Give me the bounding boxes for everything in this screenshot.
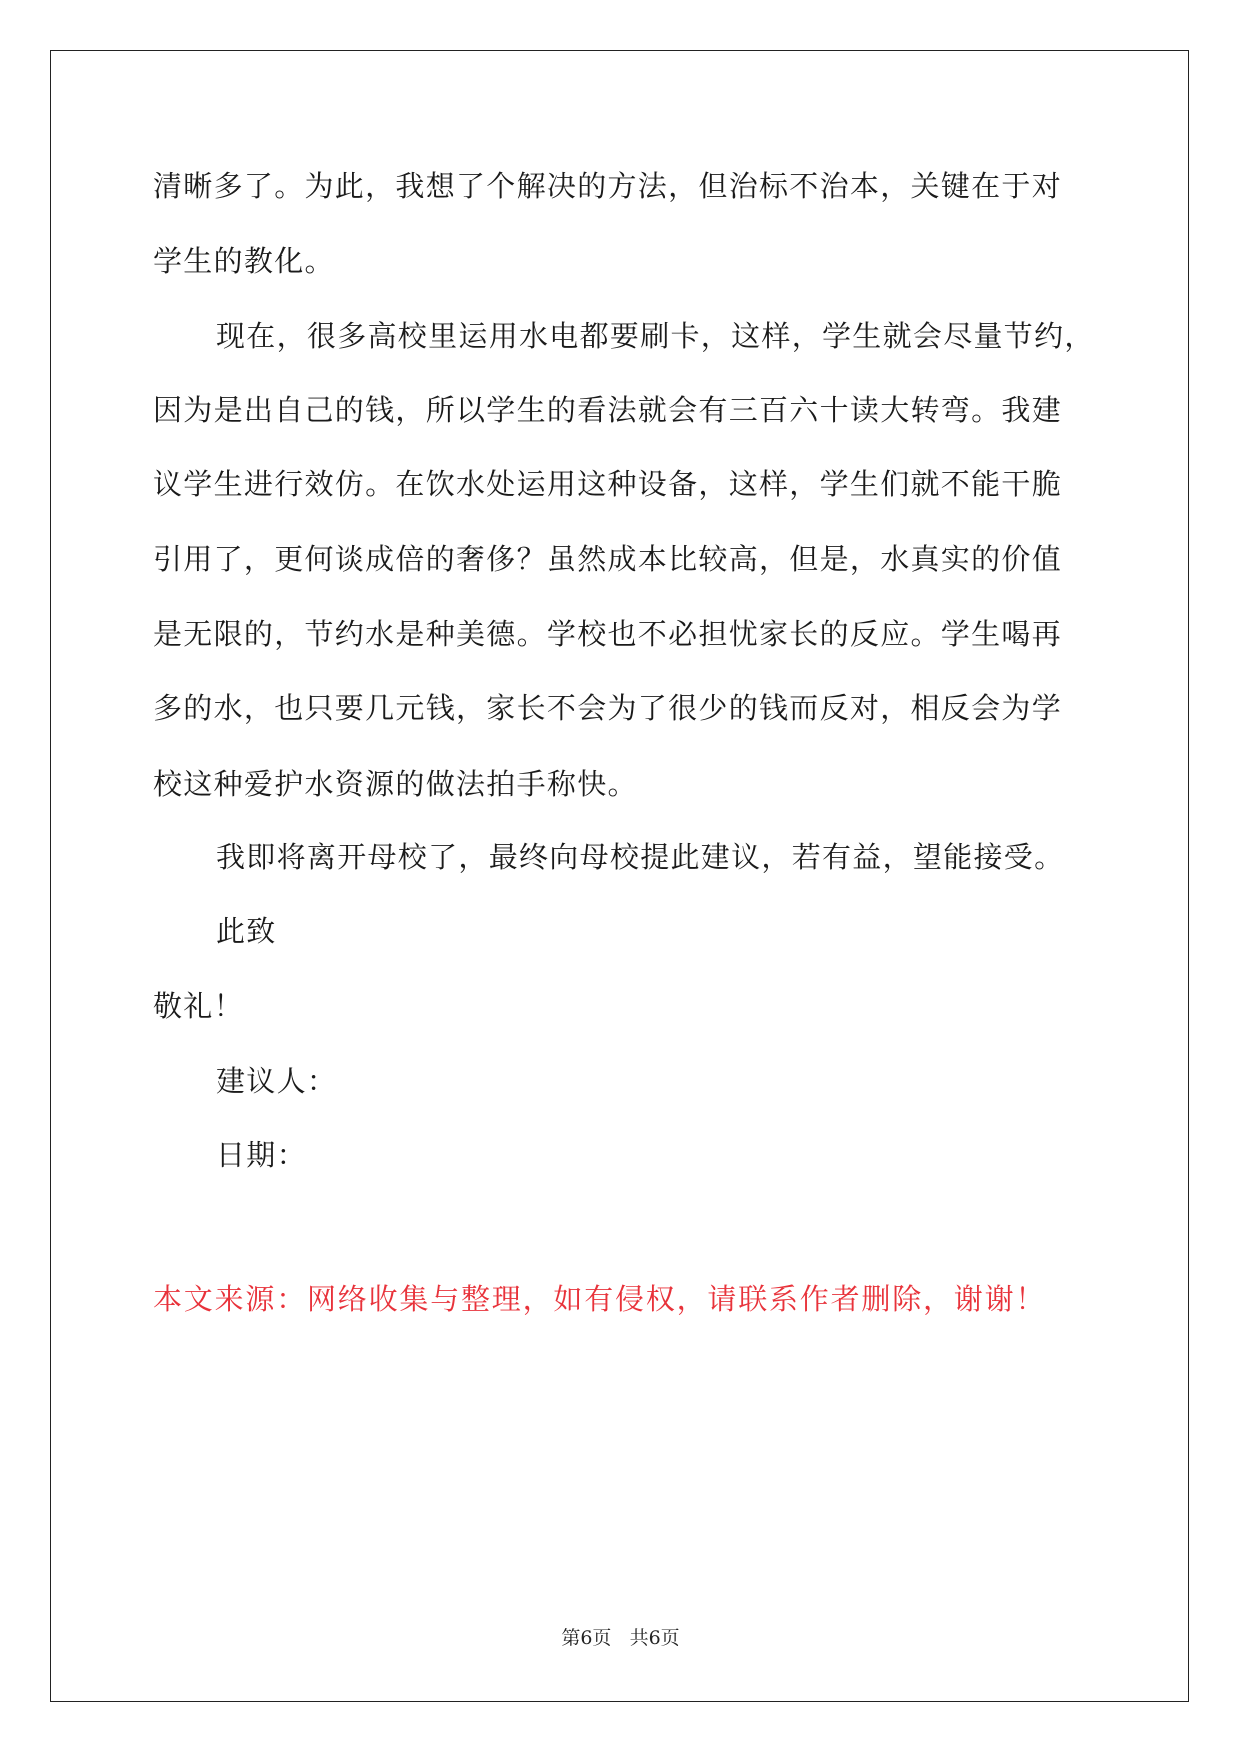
paragraph-start: 现在，很多高校里运用水电都要刷卡，这样，学生就会尽量节约， — [216, 319, 1095, 353]
paragraph-start: 我即将离开母校了，最终向母校提此建议，若有益，望能接受。 — [216, 840, 1065, 874]
text-line: 校这种爱护水资源的做法拍手称快。 — [153, 767, 638, 801]
text-line: 议学生进行效仿。在饮水处运用这种设备，这样，学生们就不能干脆 — [153, 467, 1063, 501]
text-line: 引用了，更何谈成倍的奢侈？虽然成本比较高，但是，水真实的价值 — [153, 542, 1063, 576]
text-line: 因为是出自己的钱，所以学生的看法就会有三百六十读大转弯。我建 — [153, 393, 1063, 427]
source-note: 本文来源：网络收集与整理，如有侵权，请联系作者删除，谢谢！ — [153, 1282, 1047, 1316]
page-footer — [0, 1626, 1241, 1650]
signature-field: 建议人： — [216, 1064, 338, 1098]
closing-regards: 敬礼！ — [153, 989, 244, 1023]
text-line: 多的水，也只要几元钱，家长不会为了很少的钱而反对，相反会为学 — [153, 691, 1063, 725]
page-number: 第6页 — [561, 1627, 612, 1649]
text-line: 是无限的，节约水是种美德。学校也不必担忧家长的反应。学生喝再 — [153, 617, 1063, 651]
page-total: 共6页 — [629, 1627, 680, 1649]
closing-salutation: 此致 — [216, 914, 277, 948]
date-field: 日期： — [216, 1138, 307, 1172]
text-line: 清晰多了。为此，我想了个解决的方法，但治标不治本，关键在于对 — [153, 169, 1063, 203]
text-line: 学生的教化。 — [153, 244, 335, 278]
